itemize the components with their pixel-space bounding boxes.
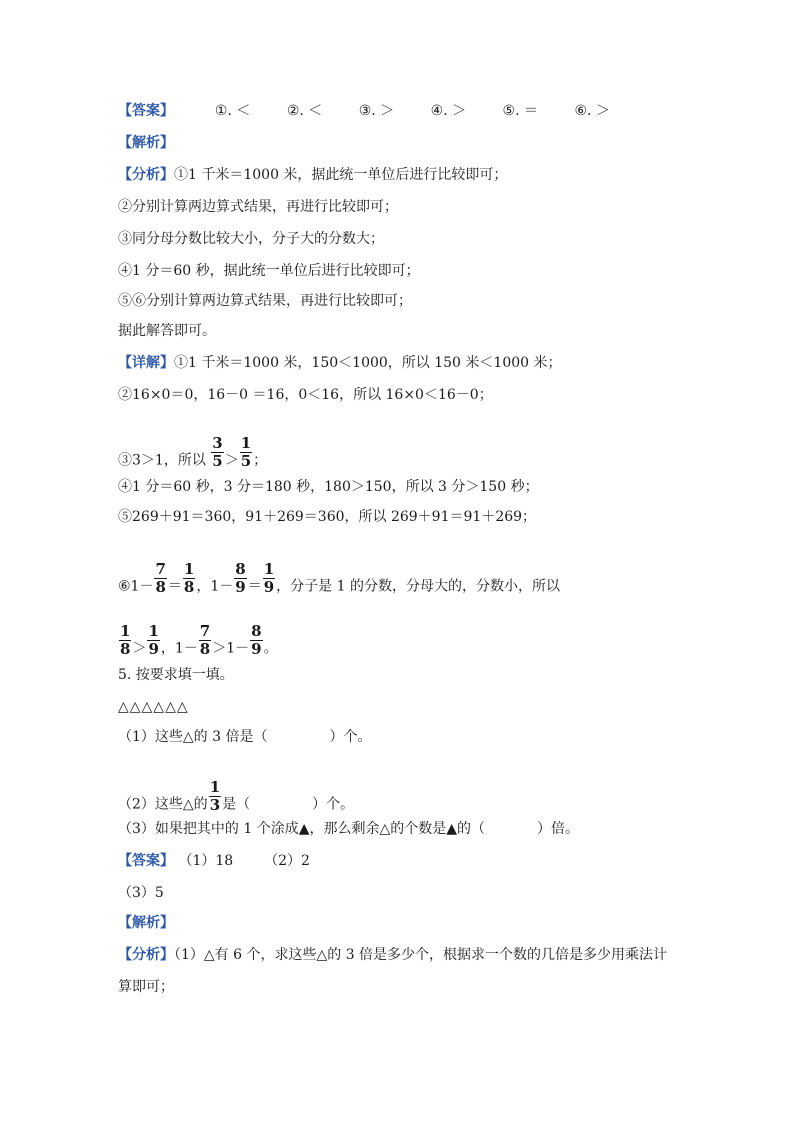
denominator: 9 xyxy=(251,640,262,658)
explain-tag: 【解析】 xyxy=(118,135,174,151)
question-text: ）倍。 xyxy=(537,821,580,837)
explain-tag: 【解析】 xyxy=(118,915,174,931)
analysis-text: ①1 千米＝1000 米，据此统一单位后进行比较即可； xyxy=(174,167,508,183)
numerator: 3 xyxy=(212,434,223,452)
denominator: 9 xyxy=(235,578,246,596)
detail-text: ； xyxy=(253,452,268,469)
detail-line-fraction xyxy=(118,560,560,604)
fraction-one-third xyxy=(209,779,221,814)
fraction-one-fifth xyxy=(240,435,252,470)
fraction-three-fifths xyxy=(211,435,223,470)
question-part-2 xyxy=(118,778,355,822)
fraction-one-eighth xyxy=(119,623,131,658)
denominator: 5 xyxy=(212,452,223,470)
detail-line-fraction xyxy=(118,434,268,478)
analysis-line xyxy=(118,165,507,185)
answer-item: ⑥. ＞ xyxy=(574,103,610,119)
question-text: ）个。 xyxy=(312,796,355,813)
comparison-sign: ＞ xyxy=(132,640,147,657)
detail-text: ，1－ xyxy=(196,578,234,595)
answer-tag: 【答案】 xyxy=(118,103,174,119)
detail-line xyxy=(118,353,562,373)
detail-text: ＞1－ xyxy=(212,640,250,657)
question-text: 是（ xyxy=(222,796,251,813)
fraction-seven-eighths xyxy=(199,623,211,658)
denominator: 3 xyxy=(209,796,221,814)
numerator: 8 xyxy=(251,622,262,640)
comparison-sign: ＞ xyxy=(224,452,239,469)
numerator: 1 xyxy=(183,560,195,578)
fraction-one-ninth xyxy=(263,561,275,596)
analysis-line: ④1 分＝60 秒，据此统一单位后进行比较即可； xyxy=(118,263,420,279)
fraction-eight-ninths xyxy=(250,623,262,658)
detail-text: 。 xyxy=(263,640,278,657)
detail-text: ，1－ xyxy=(160,640,198,657)
equals-sign: ＝ xyxy=(247,578,262,595)
answer-item: ④. ＞ xyxy=(430,103,467,119)
denominator: 8 xyxy=(183,578,195,596)
answer-value: （3）5 xyxy=(118,885,164,901)
answer-item: ②. ＜ xyxy=(286,103,323,119)
question-text: （1）这些△的 3 倍是（ xyxy=(118,729,268,745)
analysis-line: ②分别计算两边算式结果，再进行比较即可； xyxy=(118,199,398,215)
numerator: 1 xyxy=(263,560,275,578)
denominator: 5 xyxy=(240,452,252,470)
detail-text: ③3＞1，所以 xyxy=(118,452,206,469)
equals-sign: ＝ xyxy=(167,578,182,595)
detail-line: ④1 分＝60 秒，3 分＝180 秒，180＞150，所以 3 分＞150 秒； xyxy=(118,479,539,495)
question-text: ）个。 xyxy=(329,729,372,745)
question-part-1 xyxy=(118,727,371,747)
answer-line xyxy=(118,101,642,121)
detail-text: ①1 千米＝1000 米，150＜1000，所以 150 米＜1000 米； xyxy=(174,355,562,371)
answer-tag: 【答案】 xyxy=(118,853,174,869)
analysis-tag: 【分析】 xyxy=(118,167,174,183)
question-title: 5. 按要求填一填。 xyxy=(118,667,234,683)
denominator: 8 xyxy=(120,640,131,658)
numerator: 7 xyxy=(155,560,166,578)
numerator: 1 xyxy=(148,622,159,640)
answer-item: ⑤. ＝ xyxy=(502,103,538,119)
question-text: （2）这些△的 xyxy=(118,796,208,813)
numerator: 1 xyxy=(209,778,221,796)
numerator: 8 xyxy=(235,560,246,578)
answer-value: （1）18 xyxy=(178,853,234,869)
analysis-line: 据此解答即可。 xyxy=(118,323,216,339)
detail-text: ，分子是 1 的分数，分母大的，分数小，所以 xyxy=(276,578,560,595)
analysis-tag: 【分析】 xyxy=(118,947,174,963)
analysis-line: ③同分母分数比较大小，分子大的分数大； xyxy=(118,231,384,247)
numerator: 7 xyxy=(199,622,211,640)
denominator: 8 xyxy=(155,578,166,596)
answer-item: ①. ＜ xyxy=(214,103,251,119)
analysis-line: ⑤⑥分别计算两边算式结果，再进行比较即可； xyxy=(118,293,412,309)
numerator: 1 xyxy=(120,622,131,640)
fraction-eight-ninths xyxy=(234,561,246,596)
detail-line-fraction xyxy=(118,622,278,666)
fraction-one-eighth xyxy=(183,561,195,596)
denominator: 8 xyxy=(199,640,211,658)
analysis-line: 算即可； xyxy=(118,979,174,995)
question-text: （3）如果把其中的 1 个涂成▲，那么剩余△的个数是▲的（ xyxy=(118,821,486,837)
answer5-line xyxy=(118,851,310,871)
detail-line: ⑤269＋91＝360，91＋269＝360，所以 269＋91＝91＋269； xyxy=(118,509,537,525)
denominator: 9 xyxy=(263,578,275,596)
analysis-line xyxy=(118,945,667,965)
detail-tag: 【详解】 xyxy=(118,355,174,371)
detail-line: ②16×0＝0，16－0 ＝16，0＜16，所以 16×0＜16－0； xyxy=(118,387,493,403)
question-part-3 xyxy=(118,819,579,839)
analysis-text: （1）△有 6 个，求这些△的 3 倍是多少个，根据求一个数的几倍是多少用乘法计 xyxy=(174,947,668,963)
answer-item: ③. ＞ xyxy=(358,103,395,119)
answer-value: （2）2 xyxy=(264,853,310,869)
detail-text: ⑥1－ xyxy=(118,578,154,595)
numerator: 1 xyxy=(240,434,252,452)
fraction-seven-eighths xyxy=(154,561,166,596)
fraction-one-ninth xyxy=(147,623,159,658)
triangle-row: △△△△△△ xyxy=(118,699,189,715)
denominator: 9 xyxy=(148,640,159,658)
